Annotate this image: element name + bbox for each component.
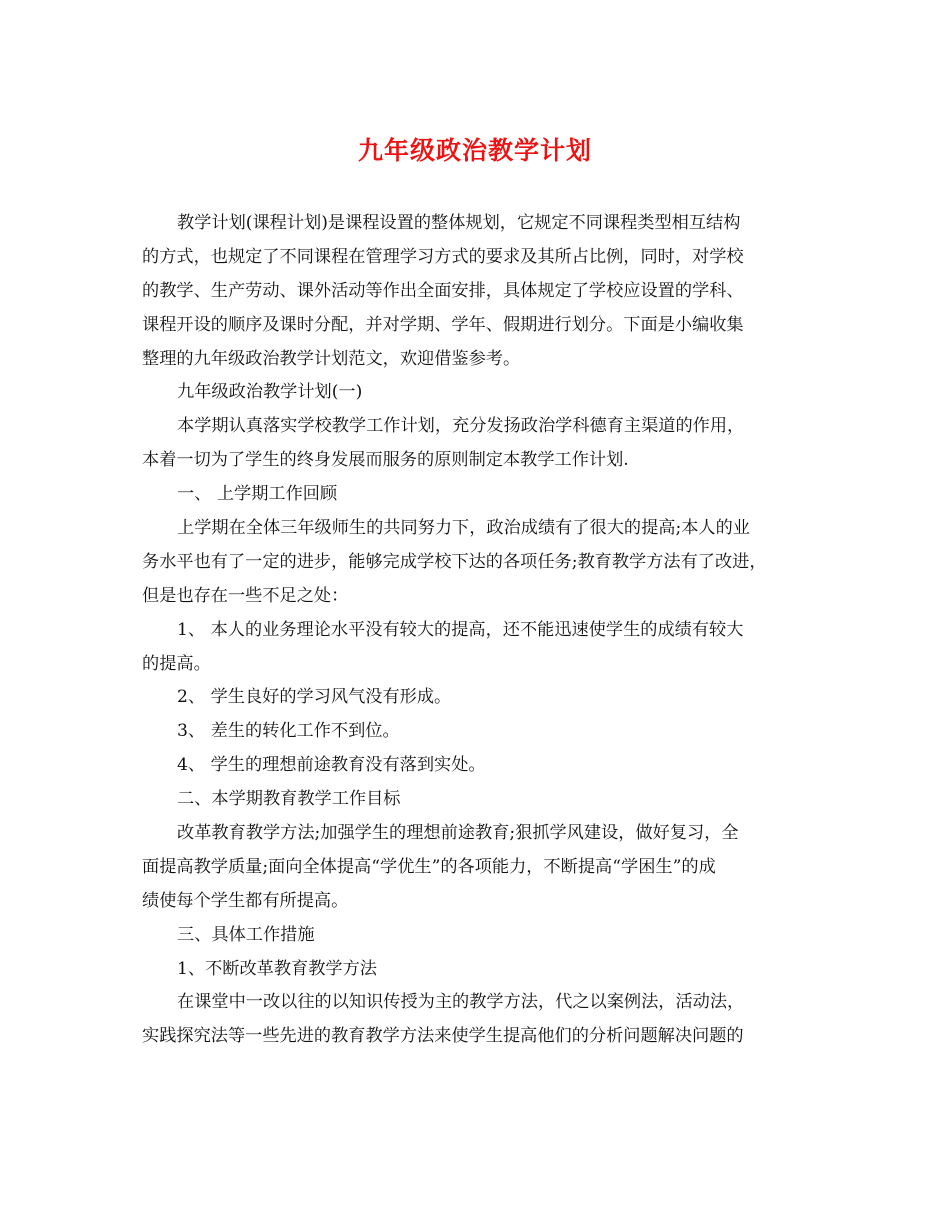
section-heading: 二、本学期教育教学工作目标 bbox=[177, 789, 401, 810]
paragraph-line: 上学期在全体三年级师生的共同努力下，政治成绩有了很大的提高;本人的业 bbox=[177, 518, 750, 539]
document-body bbox=[142, 207, 810, 1054]
paragraph-line: 本学期认真落实学校教学工作计划，充分发扬政治学科德育主渠道的作用， bbox=[177, 416, 745, 437]
paragraph-line: 但是也存在一些不足之处： bbox=[142, 585, 349, 606]
paragraph-line: 整理的九年级政治教学计划范文，欢迎借鉴参考。 bbox=[142, 348, 521, 369]
list-item: 1、 本人的业务理论水平没有较大的提高，还不能迅速使学生的成绩有较大 bbox=[177, 619, 744, 640]
document-title: 九年级政治教学计划 bbox=[357, 136, 592, 165]
paragraph-line: 面提高教学质量;面向全体提高“学优生”的各项能力，不断提高“学困生”的成 bbox=[142, 856, 716, 877]
paragraph-line: 的教学、生产劳动、课外活动等作出全面安排，具体规定了学校应设置的学科、 bbox=[142, 280, 744, 301]
paragraph-line: 课程开设的顺序及课时分配，并对学期、学年、假期进行划分。下面是小编收集 bbox=[142, 314, 744, 335]
paragraph-line: 教学计划(课程计划)是课程设置的整体规划，它规定不同课程类型相互结构 bbox=[177, 213, 741, 233]
list-item: 2、 学生良好的学习风气没有形成。 bbox=[177, 687, 452, 708]
paragraph-line: 本着一切为了学生的终身发展而服务的原则制定本教学工作计划. bbox=[142, 450, 629, 471]
paragraph-line: 实践探究法等一些先进的教育教学方法来使学生提高他们的分析问题解决问题的 bbox=[142, 1026, 744, 1047]
paragraph-line: 在课堂中一改以往的以知识传授为主的教学方法，代之以案例法，活动法， bbox=[177, 992, 745, 1013]
list-item: 4、 学生的理想前途教育没有落到实处。 bbox=[177, 755, 486, 776]
paragraph-line: 绩使每个学生都有所提高。 bbox=[142, 890, 349, 911]
paragraph-line: 的方式，也规定了不同课程在管理学习方式的要求及其所占比例，同时，对学校 bbox=[142, 246, 744, 267]
section-heading: 一、 上学期工作回顾 bbox=[177, 484, 338, 505]
subsection-heading: 1、不断改革教育教学方法 bbox=[177, 958, 377, 979]
paragraph-line: 务水平也有了一定的进步，能够完成学校下达的各项任务;教育教学方法有了改进， bbox=[142, 551, 767, 572]
list-item-continuation: 的提高。 bbox=[142, 653, 211, 674]
section-heading: 三、具体工作措施 bbox=[177, 924, 315, 945]
section-heading: 九年级政治教学计划(一) bbox=[177, 382, 363, 403]
list-item: 3、 差生的转化工作不到位。 bbox=[177, 721, 400, 742]
paragraph-line: 改革教育教学方法;加强学生的理想前途教育;狠抓学风建设，做好复习，全 bbox=[177, 823, 739, 844]
